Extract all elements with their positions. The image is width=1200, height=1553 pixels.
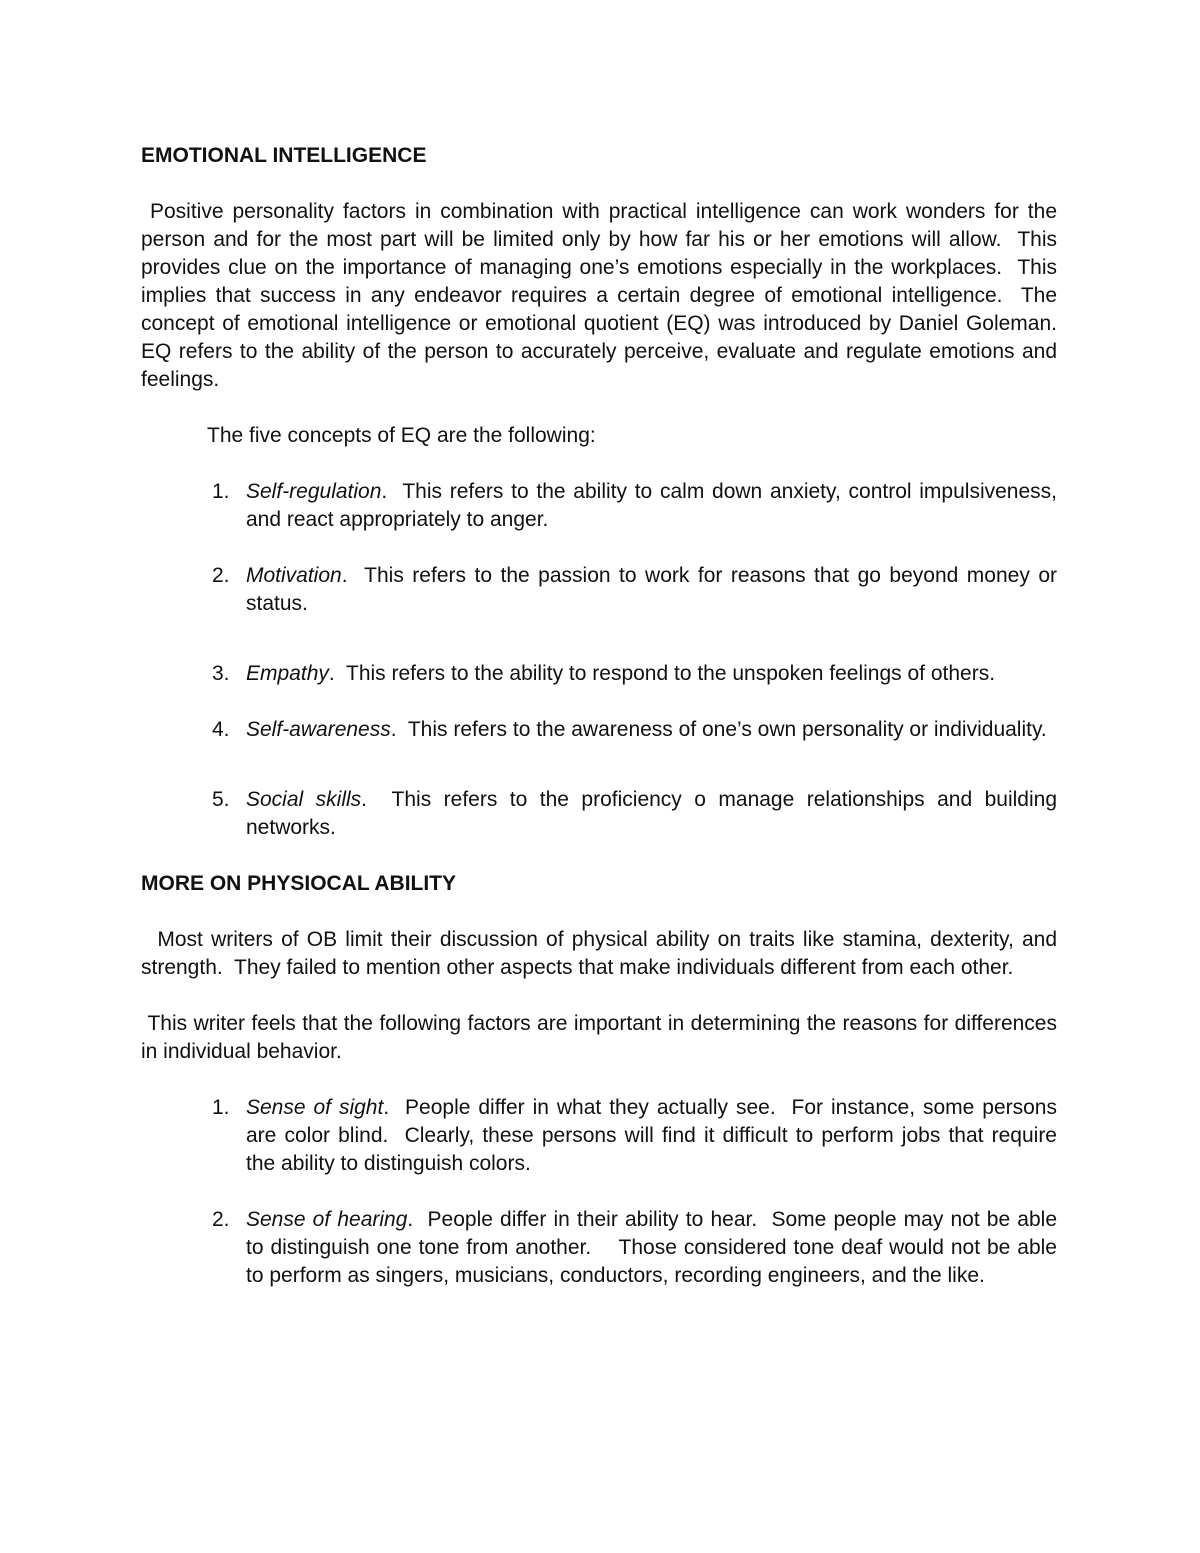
list-item	[141, 660, 1057, 688]
list-item-number: 1.	[212, 480, 230, 503]
list-item	[141, 786, 1063, 842]
list-item	[141, 1094, 1063, 1178]
list-item	[141, 1206, 1063, 1290]
list-item-text: . This refers to the passion to work for reasons that go beyond money or status.	[246, 564, 1063, 615]
list-item-term: Motivation	[246, 564, 342, 587]
list-item-term: Empathy	[246, 662, 329, 685]
list-item-term: Self-awareness	[246, 718, 391, 741]
list-item-text: . This refers to the ability to respond to the unspoken feelings of others.	[328, 662, 996, 685]
list-item-text: . This refers to the awareness of one’s own personality or individuality.	[390, 718, 1047, 741]
document-page	[141, 142, 1069, 1290]
list-item-term: Self-regulation	[246, 480, 382, 503]
ob-paragraph: Most writers of OB limit their discussion of physical ability on traits like stamina, dexterity, and strength. They failed to mention other aspects that make individuals different from each other.	[141, 928, 1063, 979]
list-item-number: 2.	[212, 1208, 230, 1231]
list-item-text: . This refers to the ability to calm down anxiety, control impulsiveness, and react appropriately to anger.	[246, 480, 1063, 531]
eq-list-intro: The five concepts of EQ are the following:	[207, 424, 596, 447]
eq-concepts-list	[141, 478, 1063, 842]
writer-paragraph: This writer feels that the following factors are important in determining the reasons for differences in individual behavior.	[141, 1012, 1063, 1063]
list-item-term: Sense of sight	[246, 1096, 384, 1119]
section-title-physical-ability: MORE ON PHYSIOCAL ABILITY	[141, 872, 457, 895]
list-item	[141, 562, 1063, 618]
physical-factors-list	[141, 1094, 1063, 1290]
list-item-text: . People differ in their ability to hear. Some people may not be able to distinguish one tone from another. Those considered tone deaf would not be able to perform as singers, musicians, conductors, recording engineers, and the like.	[246, 1208, 1063, 1287]
list-item	[141, 716, 1057, 744]
list-item-number: 1.	[212, 1096, 230, 1119]
list-item-term: Sense of hearing	[246, 1208, 408, 1231]
list-item-term: Social skills	[246, 788, 362, 811]
list-item-number: 3.	[212, 662, 230, 685]
list-item-number: 2.	[212, 564, 230, 587]
list-item-number: 5.	[212, 788, 230, 811]
section-title-emotional-intelligence: EMOTIONAL INTELLIGENCE	[141, 144, 427, 167]
intro-paragraph: Positive personality factors in combination with practical intelligence can work wonders for the person and for the most part will be limited only by how far his or her emotions will allow. This provides clue on the importance of managing one’s emotions especially in the workplaces. This implies that success in any endeavor requires a certain degree of emotional intelligence. The concept of emotional intelligence or emotional quotient (EQ) was introduced by Daniel Goleman. EQ refers to the ability of the person to accurately perceive, evaluate and regulate emotions and feelings.	[141, 200, 1069, 391]
list-item	[141, 478, 1063, 534]
list-item-text: . People differ in what they actually see. For instance, some persons are color blind. Clearly, these persons will find it difficult to perform jobs that require the ability to distinguish colors.	[246, 1096, 1063, 1175]
list-item-number: 4.	[212, 718, 230, 741]
list-item-text: . This refers to the proficiency o manage relationships and building networks.	[246, 788, 1063, 839]
